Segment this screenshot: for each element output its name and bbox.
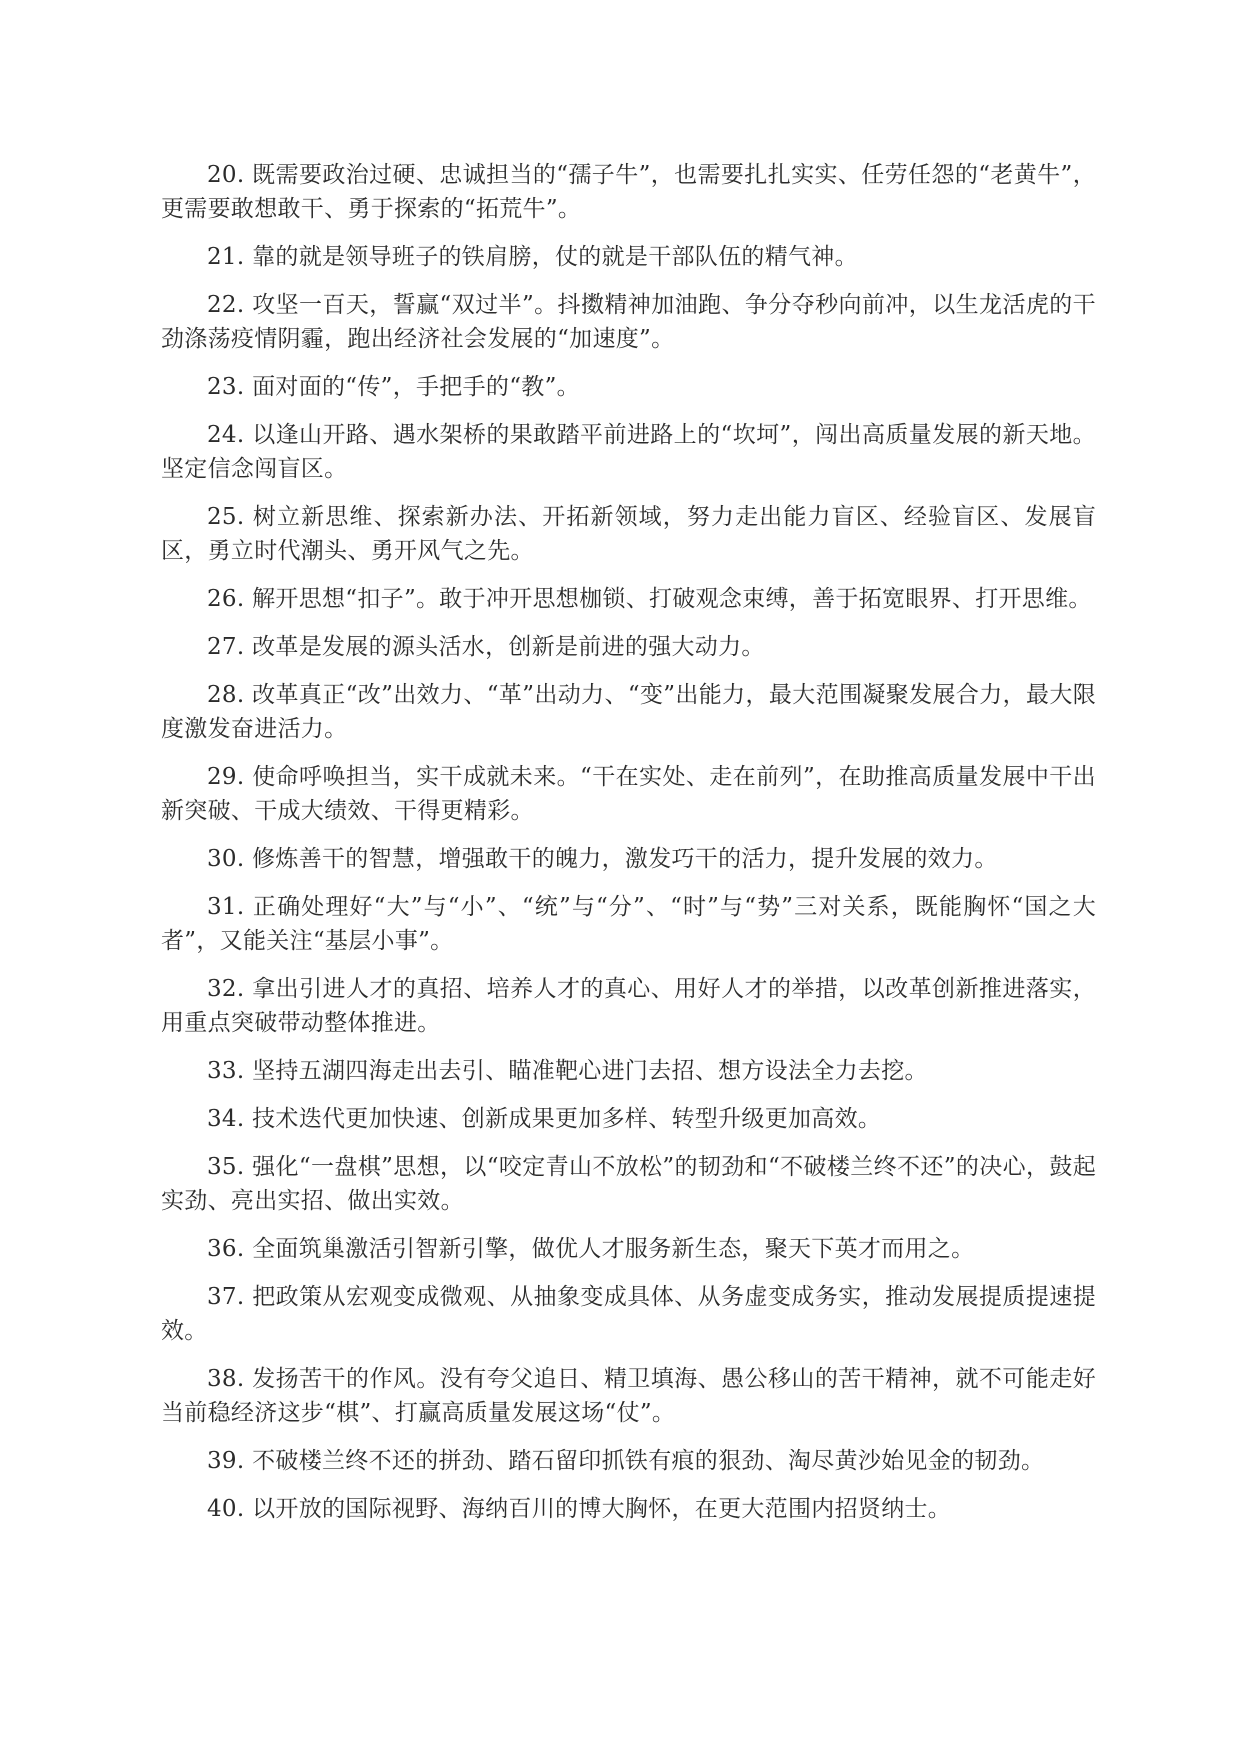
document-body bbox=[161, 158, 1096, 1540]
paragraph-32: 32. 拿出引进人才的真招、培养人才的真心、用好人才的举措，以改革创新推进落实，用重点突破带动整体推进。 bbox=[161, 976, 1096, 1036]
paragraph-33: 33. 坚持五湖四海走出去引、瞄准靶心进门去招、想方设法全力去挖。 bbox=[207, 1058, 928, 1084]
paragraph-37: 37. 把政策从宏观变成微观、从抽象变成具体、从务虚变成务实，推动发展提质提速提效。 bbox=[161, 1284, 1096, 1344]
paragraph-24: 24. 以逢山开路、遇水架桥的果敢踏平前进路上的“坎坷”，闯出高质量发展的新天地。坚定信念闯盲区。 bbox=[161, 422, 1096, 482]
paragraph-31: 31. 正确处理好“大”与“小”、“统”与“分”、“时”与“势”三对关系，既能胸怀“国之大者”，又能关注“基层小事”。 bbox=[161, 894, 1096, 954]
paragraph-34: 34. 技术迭代更加快速、创新成果更加多样、转型升级更加高效。 bbox=[207, 1106, 882, 1132]
paragraph-28: 28. 改革真正“改”出效力、“革”出动力、“变”出能力，最大范围凝聚发展合力，最大限度激发奋进活力。 bbox=[161, 682, 1096, 742]
paragraph-35: 35. 强化“一盘棋”思想，以“咬定青山不放松”的韧劲和“不破楼兰终不还”的决心，鼓起实劲、亮出实招、做出实效。 bbox=[161, 1154, 1096, 1214]
paragraph-38: 38. 发扬苦干的作风。没有夸父追日、精卫填海、愚公移山的苦干精神，就不可能走好当前稳经济这步“棋”、打赢高质量发展这场“仗”。 bbox=[161, 1366, 1096, 1426]
paragraph-39: 39. 不破楼兰终不还的拼劲、踏石留印抓铁有痕的狠劲、淘尽黄沙始见金的韧劲。 bbox=[207, 1448, 1045, 1474]
paragraph-40: 40. 以开放的国际视野、海纳百川的博大胸怀，在更大范围内招贤纳士。 bbox=[207, 1496, 952, 1522]
paragraph-36: 36. 全面筑巢激活引智新引擎，做优人才服务新生态，聚天下英才而用之。 bbox=[207, 1236, 975, 1262]
paragraph-27: 27. 改革是发展的源头活水，创新是前进的强大动力。 bbox=[207, 634, 765, 660]
paragraph-30: 30. 修炼善干的智慧，增强敢干的魄力，激发巧干的活力，提升发展的效力。 bbox=[207, 846, 998, 872]
paragraph-21: 21. 靠的就是领导班子的铁肩膀，仗的就是干部队伍的精气神。 bbox=[207, 244, 858, 270]
paragraph-29: 29. 使命呼唤担当，实干成就未来。“干在实处、走在前列”，在助推高质量发展中干出新突破、干成大绩效、干得更精彩。 bbox=[161, 764, 1096, 824]
paragraph-20: 20. 既需要政治过硬、忠诚担当的“孺子牛”，也需要扎扎实实、任劳任怨的“老黄牛”，更需要敢想敢干、勇于探索的“拓荒牛”。 bbox=[161, 162, 1096, 222]
paragraph-23: 23. 面对面的“传”，手把手的“教”。 bbox=[207, 374, 580, 400]
paragraph-22: 22. 攻坚一百天，誓赢“双过半”。抖擞精神加油跑、争分夺秒向前冲，以生龙活虎的干劲涤荡疫情阴霾，跑出经济社会发展的“加速度”。 bbox=[161, 292, 1096, 352]
paragraph-26: 26. 解开思想“扣子”。敢于冲开思想枷锁、打破观念束缚，善于拓宽眼界、打开思维。 bbox=[207, 586, 1092, 612]
paragraph-25: 25. 树立新思维、探索新办法、开拓新领域，努力走出能力盲区、经验盲区、发展盲区，勇立时代潮头、勇开风气之先。 bbox=[161, 504, 1096, 564]
